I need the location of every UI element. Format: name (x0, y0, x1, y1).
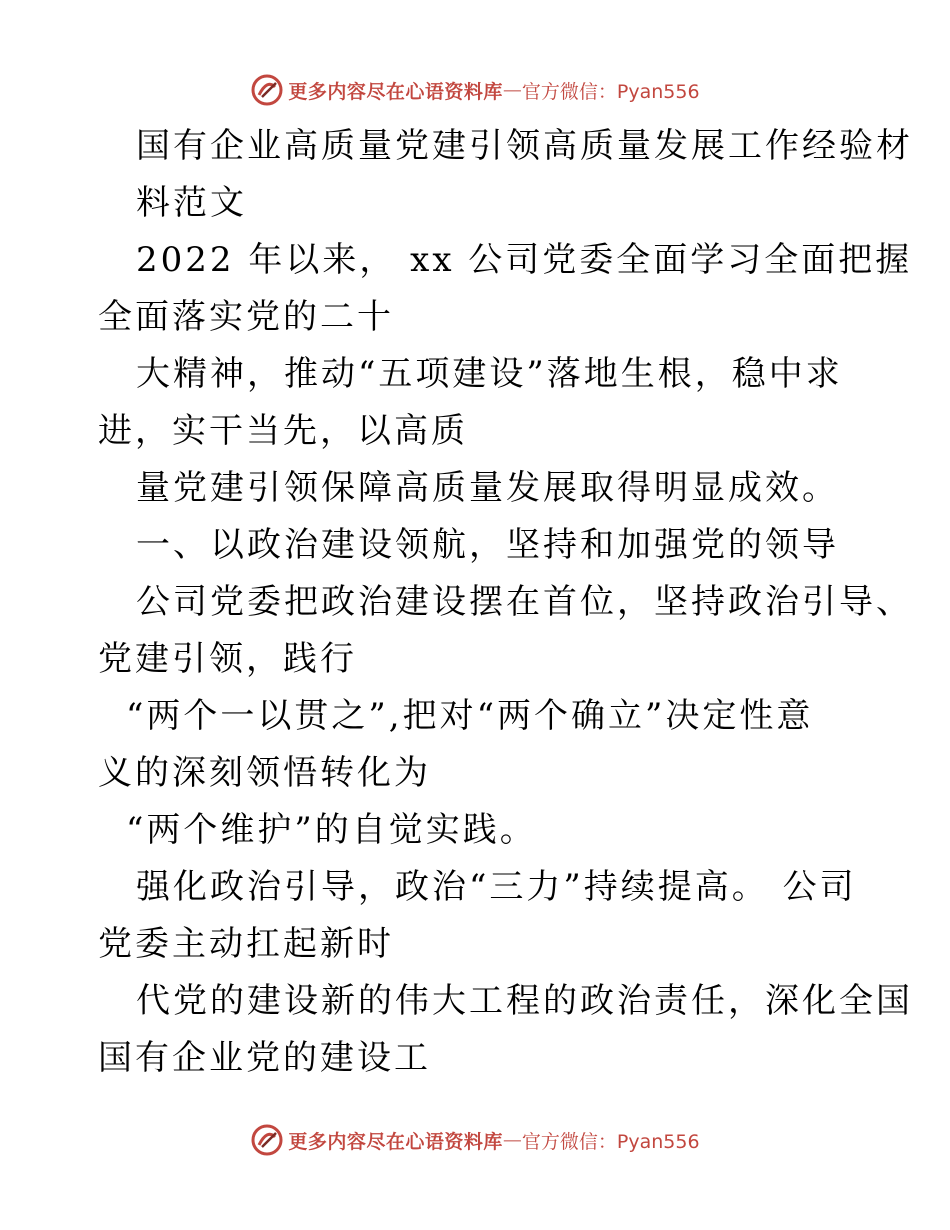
paragraph-line: 党委主动扛起新时 (98, 924, 394, 964)
section-heading: 一、以政治建设领航，坚持和加强党的领导 (136, 525, 839, 565)
doc-title-line-2: 料范文 (136, 183, 247, 223)
banner-wechat-text: 官方微信：Pyan556 (521, 80, 700, 103)
paragraph-line: 国有企业党的建设工 (98, 1038, 431, 1078)
doc-title-line-1: 国有企业高质量党建引领高质量发展工作经验材 (136, 126, 913, 166)
banner-wechat-text: 官方微信：Pyan556 (521, 1130, 700, 1153)
banner-main-text: 更多内容尽在心语资料库 (288, 80, 503, 103)
brand-logo-icon (250, 1123, 284, 1157)
paragraph-line: 全面落实党的二十 (98, 297, 394, 337)
brand-logo-icon (250, 73, 284, 107)
document-body (98, 118, 913, 1087)
paragraph-line: 大精神，推动“五项建设”落地生根，稳中求 (136, 354, 843, 394)
paragraph-line: 公司党委把政治建设摆在首位，坚持政治引导、 (136, 582, 913, 622)
banner-dash: — (502, 79, 522, 101)
header-watermark (0, 70, 950, 110)
paragraph-line: 强化政治引导，政治“三力”持续提高。 公司 (136, 867, 857, 907)
banner-dash: — (502, 1129, 522, 1151)
paragraph-line: “两个维护”的自觉实践。 (126, 810, 537, 850)
paragraph-line: 党建引领，践行 (98, 639, 357, 679)
banner-main-text: 更多内容尽在心语资料库 (288, 1130, 503, 1153)
paragraph-line: 2022 年以来， xx 公司党委全面学习全面把握 (136, 240, 913, 280)
paragraph-line: “两个一以贯之”,把对“两个确立”决定性意 (126, 696, 814, 736)
paragraph-line: 进，实干当先，以高质 (98, 411, 468, 451)
paragraph-line: 量党建引领保障高质量发展取得明显成效。 (136, 468, 839, 508)
paragraph-line: 义的深刻领悟转化为 (98, 753, 431, 793)
footer-watermark (0, 1120, 950, 1160)
paragraph-line: 代党的建设新的伟大工程的政治责任，深化全国 (136, 981, 913, 1021)
